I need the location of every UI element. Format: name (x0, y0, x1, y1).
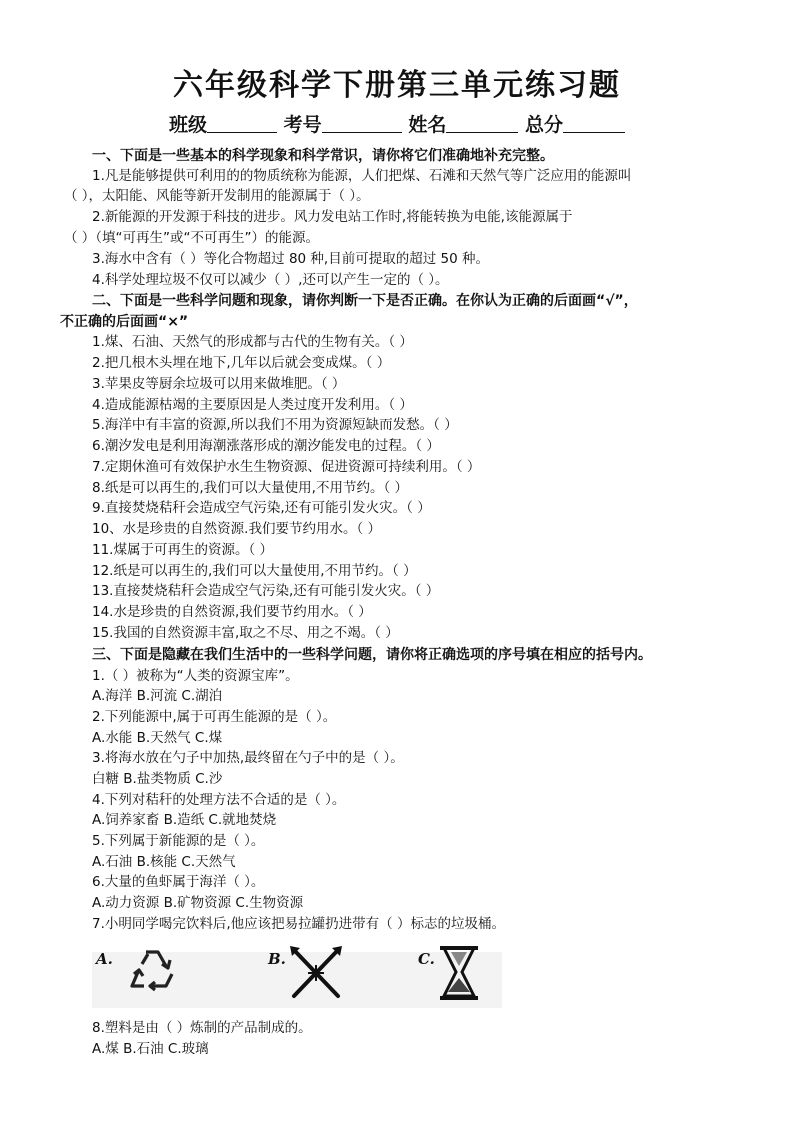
s1-q1-line2: （ ），太阳能、风能等新开发制用的能源属于（ ）。 (64, 188, 370, 204)
mc-line: 3.将海水放在勺子中加热,最终留在勺子中的是（ ）。 (92, 750, 404, 766)
option-a-label: A. (96, 950, 113, 968)
mc-options: A.石油 B.核能 C.天然气 (92, 854, 236, 870)
option-b-label: B. (268, 950, 286, 968)
mc-options: A.饲养家畜 B.造纸 C.就地焚烧 (92, 812, 277, 828)
exam-no-label: 考号 (283, 114, 322, 136)
judge-item: 4.造成能源枯竭的主要原因是人类过度开发利用。（ ） (92, 397, 413, 413)
judge-item: 14.水是珍贵的自然资源,我们要节约用水。（ ） (92, 604, 372, 620)
judge-item: 12.纸是可以再生的,我们可以大量使用,不用节约。（ ） (92, 563, 417, 579)
section1-heading: 一、下面是一些基本的科学现象和科学常识，请你将它们准确地补充完整。 (92, 148, 554, 164)
name-blank (446, 114, 518, 133)
hourglass-icon (434, 942, 484, 1008)
mc-options: 白糖 B.盐类物质 C.沙 (92, 771, 223, 787)
mc-line: 6.大量的鱼虾属于海洋（ ）。 (92, 874, 265, 890)
section2-heading-line1: 二、下面是一些科学问题和现象，请你判断一下是否正确。在你认为正确的后面画“√”， (92, 293, 638, 309)
judge-item: 5.海洋中有丰富的资源,所以我们不用为资源短缺而发愁。（ ） (92, 417, 458, 433)
s1-q1-line1: 1.凡是能够提供可利用的的物质统称为能源，人们把煤、石滩和天然气等广泛应用的能源叫 (92, 168, 632, 184)
student-info-row (0, 110, 794, 137)
s1-q2-line1: 2.新能源的开发源于科技的进步。风力发电站工作时,将能转换为电能,该能源属于 (92, 209, 573, 225)
judge-item: 8.纸是可以再生的,我们可以大量使用,不用节约。（ ） (92, 480, 409, 496)
judge-item: 13.直接焚烧秸秆会造成空气污染,还有可能引发火灾。（ ） (92, 583, 440, 599)
mc-options: A.海洋 B.河流 C.湖泊 (92, 688, 223, 704)
judge-item: 2.把几根木头埋在地下,几年以后就会变成煤。（ ） (92, 355, 391, 371)
judge-item: 15.我国的自然资源丰富,取之不尽、用之不竭。（ ） (92, 625, 399, 641)
judge-item: 11.煤属于可再生的资源。（ ） (92, 542, 274, 558)
name-label: 姓名 (408, 114, 447, 136)
judge-item: 3.苹果皮等厨余垃圾可以用来做堆肥。（ ） (92, 376, 346, 392)
s1-q4: 4.科学处理垃圾不仅可以减少（ ）,还可以产生一定的（ ）。 (92, 272, 449, 288)
score-blank (563, 114, 625, 133)
option-c-label: C. (418, 950, 435, 968)
page-title: 六年级科学下册第三单元练习题 (173, 68, 621, 103)
section3-heading: 三、下面是隐藏在我们生活中的一些科学问题，请你将正确选项的序号填在相应的括号内。 (92, 647, 652, 663)
s1-q3: 3.海水中含有（ ）等化合物超过 80 种,目前可提取的超过 50 种。 (92, 251, 489, 267)
mc-line: 2.下列能源中,属于可再生能源的是（ ）。 (92, 709, 337, 725)
class-label: 班级 (169, 114, 208, 136)
mc-line: 1.（ ）被称为“人类的资源宝库”。 (92, 668, 299, 684)
class-blank (207, 114, 277, 133)
mc-line: 8.塑料是由（ ）炼制的产品制成的。 (92, 1020, 312, 1036)
judge-item: 7.定期休渔可有效保护水生生物资源、促进资源可持续利用。（ ） (92, 459, 481, 475)
recycle-icon (122, 942, 182, 1008)
mc-options: A.煤 B.石油 C.玻璃 (92, 1041, 209, 1057)
mc-line: 7.小明同学喝完饮料后,他应该把易拉罐扔进带有（ ）标志的垃圾桶。 (92, 916, 505, 932)
mc-options: A.动力资源 B.矿物资源 C.生物资源 (92, 895, 304, 911)
judge-item: 1.煤、石油、天然气的形成都与古代的生物有关。（ ） (92, 334, 413, 350)
symbol-figure-row (92, 942, 502, 1008)
s1-q2-line2: （ ）（填“可再生”或“不可再生”）的能源。 (64, 230, 320, 246)
exam-no-blank (322, 114, 402, 133)
score-label: 总分 (524, 114, 563, 136)
mc-options: A.水能 B.天然气 C.煤 (92, 730, 223, 746)
mc-line: 4.下列对秸秆的处理方法不合适的是（ ）。 (92, 792, 346, 808)
mc-line: 5.下列属于新能源的是（ ）。 (92, 833, 265, 849)
judge-item: 10、水是珍贵的自然资源.我们要节约用水。（ ） (92, 521, 382, 537)
judge-item: 9.直接焚烧秸秆会造成空气污染,还有可能引发火灾。（ ） (92, 500, 431, 516)
section2-heading-line2: 不正确的后面画“×” (60, 314, 189, 330)
judge-item: 6.潮汐发电是利用海潮涨落形成的潮汐能发电的过程。（ ） (92, 438, 440, 454)
crossed-arrows-icon (286, 942, 346, 1008)
